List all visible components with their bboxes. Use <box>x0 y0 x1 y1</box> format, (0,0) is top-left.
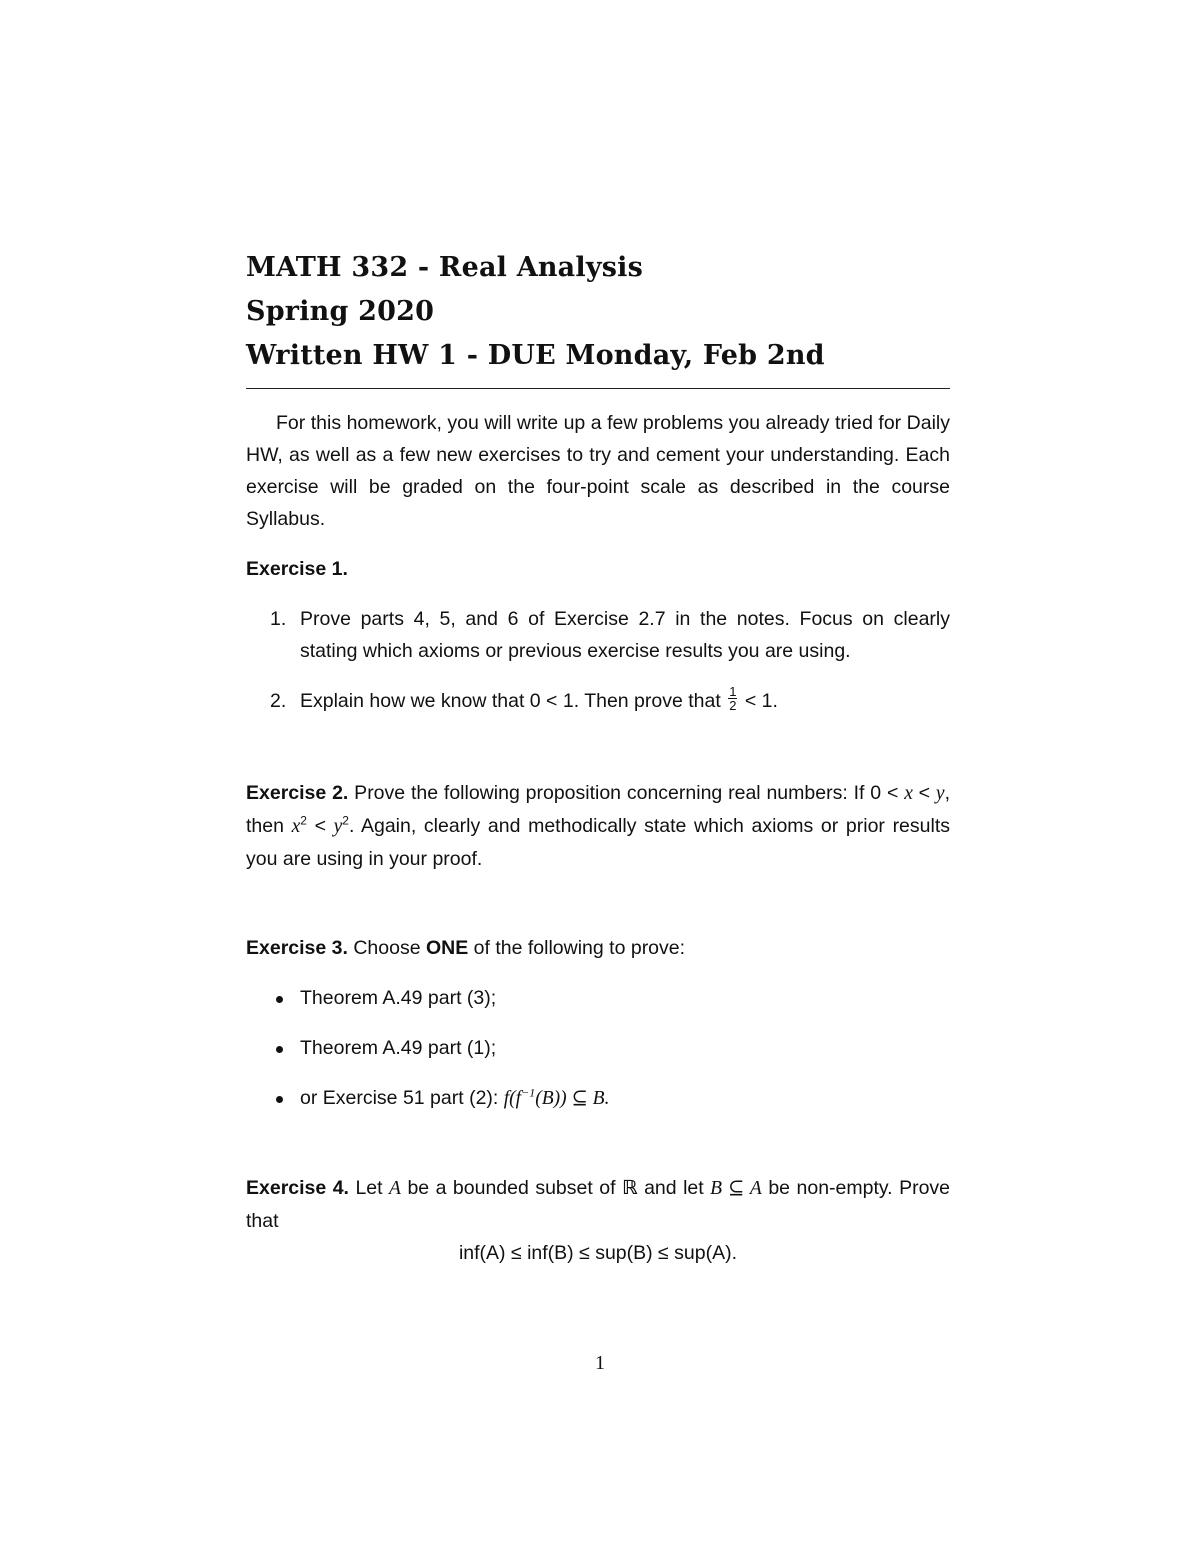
math-expression: f(f <box>503 1088 522 1109</box>
course-title: MATH 332 - Real Analysis <box>246 252 643 283</box>
exercise-3-paragraph <box>246 932 950 964</box>
exercise-4-text: be non-empty. Prove that <box>246 1177 951 1232</box>
title-block <box>246 246 825 378</box>
item-text-b: < 1. <box>739 690 778 712</box>
exercise-1-item-2 <box>246 685 950 717</box>
exercise-3-bullet-1 <box>246 982 950 1014</box>
math-var: y <box>333 816 343 837</box>
math-exponent: −1 <box>521 1085 536 1100</box>
math-var: x <box>904 783 913 804</box>
emphasis: ONE <box>425 937 469 959</box>
item-text: Prove parts 4, 5, and 6 of Exercise 2.7 in the notes. Focus on clearly stating which axioms or previous exercise results you are using. <box>300 608 950 662</box>
exercise-4 <box>246 1172 950 1269</box>
exercise-1 <box>246 553 950 717</box>
math-exponent: 2 <box>300 813 307 828</box>
exercise-2-heading: Exercise 2. <box>246 782 349 804</box>
exercise-2-text: Prove the following proposition concerning real numbers: If 0 < <box>348 782 905 804</box>
term-label: Spring 2020 <box>246 296 435 327</box>
math-exponent: 2 <box>342 813 349 828</box>
exercise-4-paragraph <box>246 1172 950 1237</box>
exercise-2-paragraph <box>246 777 950 875</box>
math-op: < <box>306 815 334 837</box>
fraction-denominator: 2 <box>729 698 737 714</box>
item-text-a: Explain how we know that 0 < 1. Then prove that <box>300 690 727 712</box>
exercise-1-heading: Exercise 1. <box>246 558 348 580</box>
bullet-icon <box>276 996 283 1003</box>
exercise-2 <box>246 777 950 875</box>
exercise-4-text: and let <box>637 1177 711 1199</box>
exercise-4-text: Let <box>348 1177 390 1199</box>
math-var: x <box>291 816 301 837</box>
exercise-4-text: be a bounded subset of <box>400 1177 622 1199</box>
math-reals: ℝ <box>621 1177 638 1199</box>
bullet-icon <box>276 1096 283 1103</box>
exercise-2-text: . Again, clearly and methodically state which axioms or prior results you are using in your proof. <box>246 815 950 870</box>
intro-paragraph: For this homework, you will write up a few problems you already tried for Daily HW, as well as a few new exercises to try and cement your understanding. Each exercise will be graded on the four-point scale as described in the course Syllabus. <box>246 412 950 530</box>
math-expression: (B)) ⊆ B. <box>535 1088 610 1109</box>
assignment-title: Written HW 1 - DUE Monday, Feb 2nd <box>246 340 825 371</box>
display-equation: inf(A) ≤ inf(B) ≤ sup(B) ≤ sup(A). <box>458 1242 738 1264</box>
math-expression: B ⊆ A <box>710 1178 762 1199</box>
math-op: < <box>912 782 936 804</box>
horizontal-rule <box>246 388 950 389</box>
exercise-4-heading: Exercise 4. <box>246 1177 349 1199</box>
exercise-2-text: , then <box>246 782 950 837</box>
bullet-text: Theorem A.49 part (1); <box>300 1037 497 1059</box>
exercise-3-heading: Exercise 3. <box>246 937 348 959</box>
math-var: A <box>389 1178 401 1199</box>
exercise-3-text: Choose <box>347 937 426 959</box>
item-number: 2. <box>270 690 287 712</box>
fraction <box>728 685 737 712</box>
exercise-3-text: of the following to prove: <box>468 937 686 959</box>
page-number: 1 <box>595 1352 605 1374</box>
fraction-numerator: 1 <box>729 684 737 700</box>
exercise-3-bullet-3 <box>246 1082 950 1115</box>
exercise-3 <box>246 932 950 1115</box>
math-var: y <box>935 783 945 804</box>
item-number: 1. <box>270 608 287 630</box>
bullet-text: Theorem A.49 part (3); <box>300 987 497 1009</box>
bullet-text: or Exercise 51 part (2): <box>300 1087 504 1109</box>
bullet-icon <box>276 1046 283 1053</box>
exercise-1-item-1 <box>246 603 950 667</box>
exercise-3-bullet-2 <box>246 1032 950 1064</box>
